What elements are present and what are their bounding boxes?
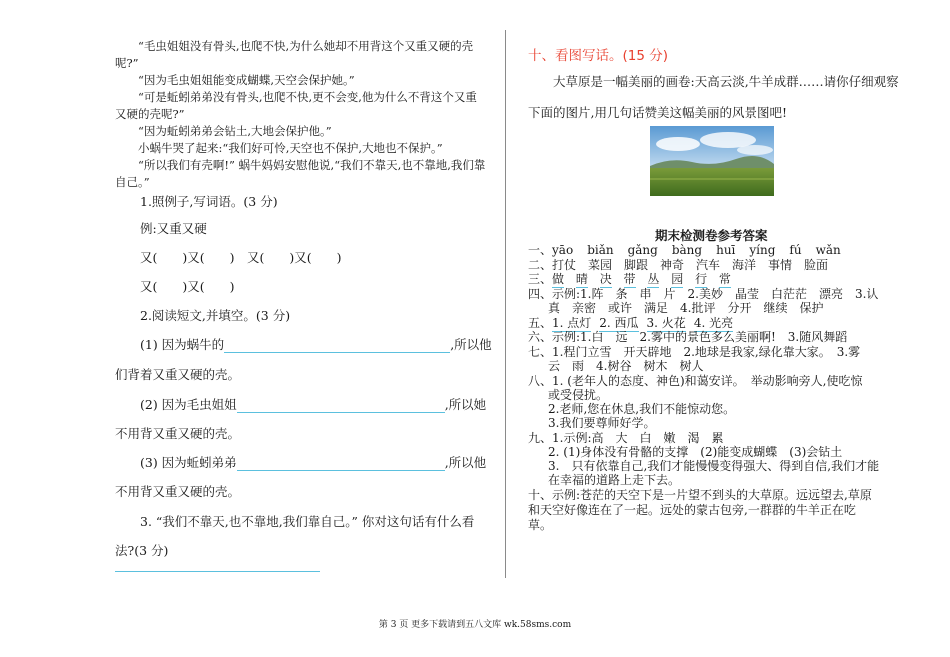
answer-5-item: 2. 西瓜 bbox=[599, 316, 639, 330]
q3-title: 3. “我们不靠天,也不靠地,我们靠自己。” 你对这句话有什么看 bbox=[140, 514, 475, 529]
char-list bbox=[552, 272, 739, 286]
answer-4-line-2: 真 亲密 或许 满足 4.批评 分开 继续 保护 bbox=[548, 301, 824, 315]
pinyin-item: huī bbox=[716, 243, 736, 257]
answer-10-line-2: 和天空好像连在了一起。远处的蒙古包旁,一群群的牛羊正在吃 bbox=[528, 503, 856, 517]
answer-6: 六、示例:1.白 远 2.雾中的景色多么美丽啊! 3.随风舞蹈 bbox=[528, 330, 848, 344]
answer-8-line-1: 八、1. (老年人的态度、神色)和蔼安详。 举动影响旁人,使吃惊 bbox=[528, 374, 863, 388]
q2-item-1-suffix: ,所以他 bbox=[450, 337, 492, 352]
answer-4-line-1: 四、示例:1.阵 条 串 片 2.美妙 晶莹 白茫茫 漂亮 3.认 bbox=[528, 287, 879, 301]
pinyin-item: bàng bbox=[671, 243, 703, 257]
answer-key-title: 期末检测卷参考答案 bbox=[655, 228, 768, 243]
answer-9-line-1: 九、1.示例:高 大 白 嫩 渴 累 bbox=[528, 431, 724, 445]
answer-2: 二、打仗 菜园 脚跟 神奇 汽车 海洋 事情 脸面 bbox=[528, 258, 829, 272]
q2-item-2-prefix: (2) 因为毛虫姐姐 bbox=[140, 397, 237, 412]
q2-item-2-suffix: ,所以她 bbox=[444, 397, 487, 412]
q2-item-1 bbox=[140, 335, 492, 353]
pinyin-item: yāo bbox=[552, 243, 574, 257]
answer-blank[interactable] bbox=[237, 456, 445, 471]
story-paragraph: “所以我们有壳啊!” 蜗牛妈妈安慰他说,“我们不靠天,也不靠地,我们靠自己。” bbox=[115, 158, 486, 189]
q1-example: 例:又重又硬 bbox=[140, 221, 207, 236]
pinyin-list bbox=[552, 243, 855, 257]
q3-title-cont: 法?(3 分) bbox=[115, 543, 169, 558]
answer-blank[interactable] bbox=[237, 398, 445, 413]
q2-item-3 bbox=[140, 453, 486, 471]
answer-8-line-2: 或受侵扰。 bbox=[548, 388, 609, 402]
char-item: 丛 bbox=[647, 272, 660, 286]
left-column bbox=[0, 0, 505, 600]
answer-blank[interactable] bbox=[224, 338, 450, 353]
answer-9-line-3: 3. 只有依靠自己,我们才能慢慢变得强大、得到自信,我们才能 bbox=[548, 459, 880, 473]
answer-5-item: 3. 火花 bbox=[646, 316, 686, 330]
q1-row-1: 又( )又( ) 又( )又( ) bbox=[140, 250, 342, 265]
story-paragraph: “因为蚯蚓弟弟会钻土,大地会保护他。” bbox=[138, 124, 332, 138]
q1-title: 1.照例子,写词语。(3 分) bbox=[140, 194, 278, 209]
char-item: 晴 bbox=[575, 272, 588, 286]
answer-7-line-2: 云 雨 4.树谷 树木 树人 bbox=[548, 359, 704, 373]
pinyin-item: fú bbox=[789, 243, 802, 257]
answer-5-item: 4. 光亮 bbox=[693, 316, 734, 330]
pinyin-item: wǎn bbox=[815, 243, 841, 257]
q1-row-2: 又( )又( ) bbox=[140, 279, 235, 294]
answer-8-line-3: 2.老师,您在休息,我们不能惊动您。 bbox=[548, 402, 736, 416]
page-footer: 第 3 页 更多下载请到五八文库 wk.58sms.com bbox=[378, 620, 572, 630]
story-passage bbox=[115, 38, 487, 191]
pinyin-item: gǎng bbox=[627, 243, 658, 257]
char-item: 决 bbox=[599, 272, 612, 286]
answer-10-line-3: 草。 bbox=[528, 518, 553, 532]
q2-item-2-cont: 不用背又重又硬的壳。 bbox=[115, 426, 241, 441]
answer-7-line-1: 七、1.程门立雪 开天辟地 2.地球是我家,绿化靠大家。 3.雾 bbox=[528, 345, 861, 359]
column-divider bbox=[505, 30, 506, 578]
story-paragraph: “可是蚯蚓弟弟没有骨头,也爬不快,更不会变,他为什么不背这个又重又硬的壳呢?” bbox=[115, 90, 477, 121]
answer-5-label: 五、 bbox=[528, 316, 553, 330]
story-paragraph: “毛虫姐姐没有骨头,也爬不快,为什么她却不用背这个又重又硬的壳呢?” bbox=[115, 39, 474, 70]
answer-line[interactable] bbox=[115, 571, 320, 572]
q2-item-2 bbox=[140, 395, 486, 413]
char-item: 带 bbox=[623, 272, 636, 286]
story-paragraph: 小蜗牛哭了起来:“我们好可怜,天空也不保护,大地也不保护。” bbox=[138, 141, 443, 155]
pinyin-item: biǎn bbox=[587, 243, 614, 257]
answer-8-line-4: 3.我们要尊师好学。 bbox=[548, 416, 656, 430]
section-10-title: 十、看图写话。(15 分) bbox=[528, 48, 669, 64]
char-item: 做 bbox=[552, 272, 565, 286]
q2-item-3-suffix: ,所以他 bbox=[444, 455, 487, 470]
answer-1 bbox=[528, 243, 855, 258]
section-10-prompt-cont: 下面的图片,用几句话赞美这幅美丽的风景图吧! bbox=[528, 105, 787, 120]
answer-9-line-4: 在幸福的道路上走下去。 bbox=[548, 473, 681, 487]
story-paragraph: “因为毛虫姐姐能变成蝴蝶,天空会保护她。” bbox=[138, 73, 355, 87]
grassland-photo bbox=[650, 126, 774, 196]
char-item: 行 bbox=[695, 272, 708, 286]
q2-item-1-cont: 们背着又重又硬的壳。 bbox=[115, 367, 241, 382]
answer-10-line-1: 十、示例:苍茫的天空下是一片望不到头的大草原。远远望去,草原 bbox=[528, 488, 872, 502]
section-10-prompt: 大草原是一幅美丽的画卷:天高云淡,牛羊成群……请你仔细观察 bbox=[553, 74, 899, 89]
grassland-photo-svg bbox=[650, 126, 774, 196]
answer-1-label: 一、 bbox=[528, 243, 553, 257]
answer-5-item: 1. 点灯 bbox=[552, 316, 592, 330]
answer-9-line-2: 2. (1)身体没有骨骼的支撑 (2)能变成蝴蝶 (3)会钻土 bbox=[548, 445, 843, 459]
q2-title: 2.阅读短文,并填空。(3 分) bbox=[140, 308, 291, 323]
pinyin-item: yíng bbox=[749, 243, 776, 257]
char-item: 园 bbox=[671, 272, 684, 286]
q2-item-3-cont: 不用背又重又硬的壳。 bbox=[115, 484, 241, 499]
answer-5-list bbox=[552, 316, 741, 330]
q2-item-3-prefix: (3) 因为蚯蚓弟弟 bbox=[140, 455, 237, 470]
answer-3 bbox=[528, 272, 739, 288]
answer-3-label: 三、 bbox=[528, 272, 553, 286]
q2-item-1-prefix: (1) 因为蜗牛的 bbox=[140, 337, 225, 352]
char-item: 常 bbox=[718, 272, 731, 286]
